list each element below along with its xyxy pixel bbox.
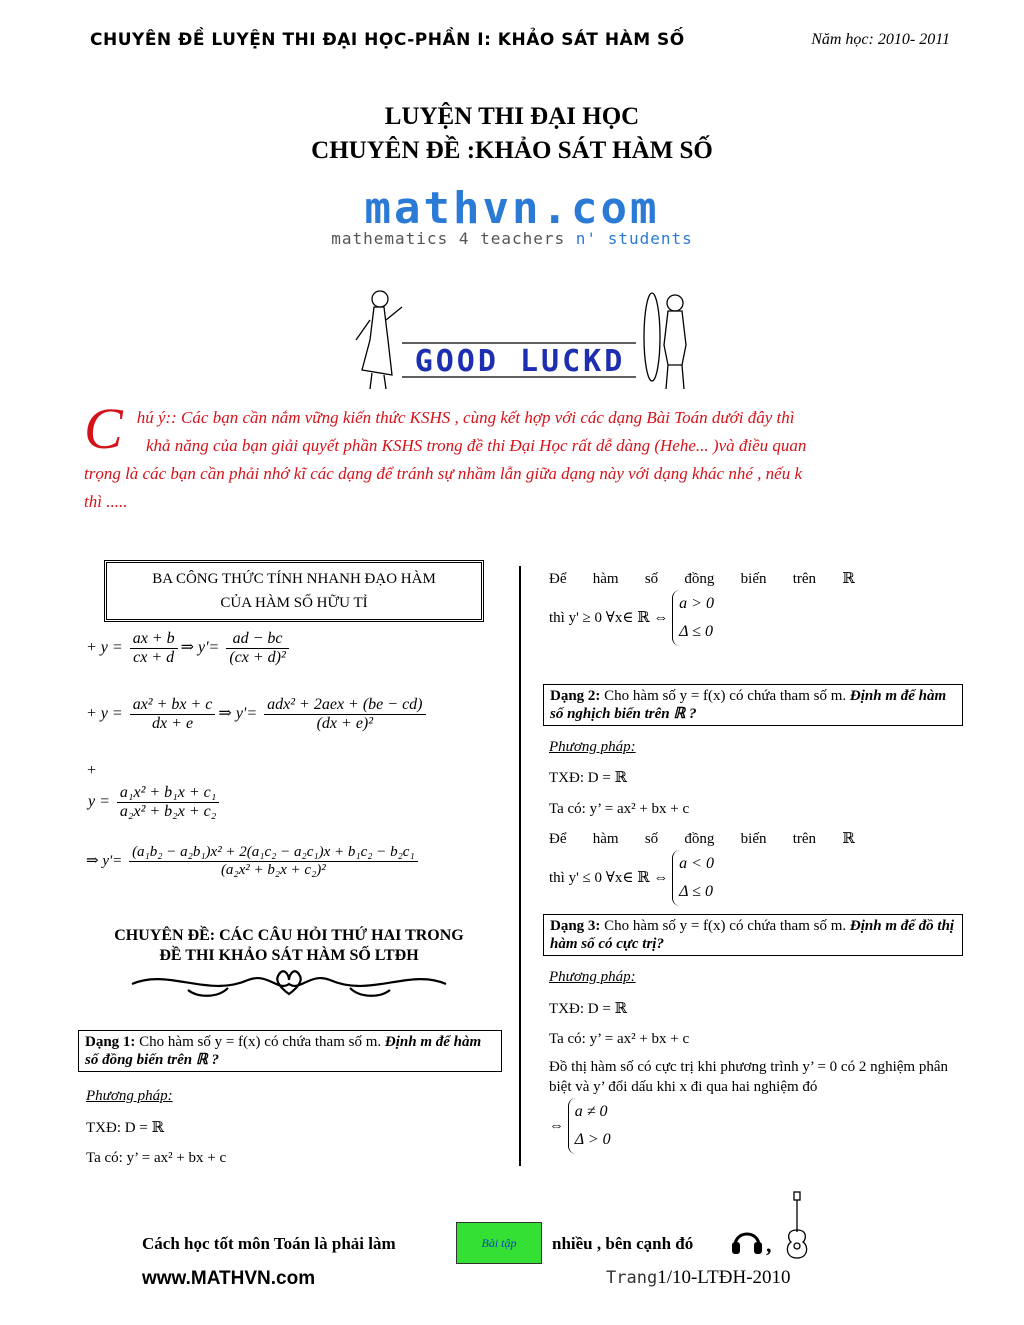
note-dropcap: C	[84, 396, 123, 461]
dang2-label: Dạng 2:	[550, 688, 601, 704]
nghichbien-statement: Để hàm số đồng biến trên ℝ	[549, 831, 855, 847]
note-paragraph	[84, 396, 964, 516]
note-line1: hú ý:: Các bạn cần nắm vững kiến thức KSHS , cùng kết hợp với các dạng Bài Toán dưới đây thì	[136, 408, 795, 427]
cond1-delta: Δ ≤ 0	[679, 623, 714, 640]
dongbien-condition	[549, 590, 714, 646]
dang2-derivative: Ta có: y’ = ax² + bx + c	[549, 801, 690, 817]
dang2-box	[543, 684, 963, 726]
formula-3: y = $\frac{\text{a₁x² + b₁x + c₁}}{\text{a₂x² + b₂x + c₂}}$	[88, 784, 222, 821]
note-line3: trọng là các bạn cần phải nhớ kĩ các dạng để tránh sự nhầm lẫn giữa dạng này với dạng khác nhé , nếu k	[84, 464, 802, 483]
footer-text-b: nhiều , bên cạnh đó	[552, 1234, 694, 1253]
section-title-line1: CHUYÊN ĐỀ: CÁC CÂU HỎI THỨ HAI TRONG	[114, 927, 464, 944]
nghichbien-condition-text: thì y' ≤ 0 ∀x∈ ℝ ⇔	[549, 870, 669, 886]
formula-box-title1: BA CÔNG THỨC TÍNH NHANH ĐẠO HÀM	[152, 571, 436, 587]
dang2-method: Phương pháp:	[549, 739, 636, 755]
formula-3-derivative: ⇒ y'= $\frac{\text{(a₁b₂ − a₂b₁)x² + 2(a₁c₂ − a₂c₁)x + b₁c₂ − b₂c₁}}{\text{(a₂x² + b₂x + c₂)²}}$	[86, 844, 421, 879]
dang3-label: Dạng 3:	[550, 918, 601, 934]
dongbien-condition-text: thì y' ≥ 0 ∀x∈ ℝ ⇔	[549, 610, 669, 626]
dang1-txd: TXĐ: D = ℝ	[86, 1120, 165, 1136]
footer-comma: ,	[766, 1232, 772, 1257]
logo-subtitle: mathematics 4 teachers n' students	[331, 229, 693, 248]
dang3-method: Phương pháp:	[549, 969, 636, 985]
formula-1: + y = $\frac{ax + b}{cx + d}$ ⇒ y'= $\frac{ad - bc}{\text{(cx + d)²}}$	[86, 630, 292, 667]
nghichbien-condition	[549, 850, 714, 906]
dang3-question: Định m để đồ thị hàm số có cực trị?	[550, 918, 955, 952]
header-year: Năm học: 2010- 2011	[811, 31, 950, 48]
footer-page-number	[606, 1267, 791, 1289]
column-divider	[519, 566, 521, 1166]
note-line4: thì .....	[84, 492, 128, 511]
dang2-txd: TXĐ: D = ℝ	[549, 770, 628, 786]
dang3-box	[543, 914, 963, 956]
formula-2: + y = $\frac{\text{ax² + bx + c}}{dx + e}$ ⇒ y'= $\frac{\text{adx² + 2aex + (be − cd)}}{\text{(dx + e)²}}$	[86, 696, 429, 733]
baitap-badge: Bài tập	[456, 1222, 542, 1264]
note-line2: khả năng của bạn giải quyết phần KSHS trong đề thi Đại Học rất dễ dàng (Hehe... )và điều quan	[146, 436, 807, 455]
ornament-divider	[128, 968, 450, 1000]
dang1-question: Định m để hàm số đồng biến trên ℝ ?	[85, 1034, 482, 1068]
section-title-line2: ĐỀ THI KHẢO SÁT HÀM SỐ LTĐH	[159, 947, 419, 964]
dang1-label: Dạng 1:	[85, 1034, 136, 1050]
formula-box-title2: CỦA HÀM SỐ HỮU TỈ	[220, 595, 368, 611]
title-line1: LUYỆN THI ĐẠI HỌC	[384, 103, 640, 130]
dang2-text: Cho hàm số y = f(x) có chứa tham số m.	[600, 688, 850, 704]
formula-3-plus: +	[86, 762, 97, 779]
formula-box	[104, 560, 484, 622]
headphones-icon	[730, 1226, 764, 1256]
cond3-a: a ≠ 0	[574, 1103, 608, 1120]
header-title: CHUYÊN ĐỀ LUYỆN THI ĐẠI HỌC-PHẦN I: KHẢO SÁT HÀM SỐ	[90, 30, 685, 50]
cond2-delta: Δ ≤ 0	[679, 883, 714, 900]
cuctri-condition	[549, 1098, 611, 1154]
dang1-text: Cho hàm số y = f(x) có chứa tham số m.	[135, 1034, 385, 1050]
mathvn-logo: mathvn.com	[364, 183, 660, 234]
section-title	[84, 926, 494, 966]
dang2-question: Định m để hàm số nghịch biến trên ℝ ?	[550, 688, 947, 722]
cond2-a: a < 0	[679, 855, 714, 872]
footer-text-a: Cách học tốt môn Toán là phải làm	[142, 1234, 396, 1253]
dang3-txd: TXĐ: D = ℝ	[549, 1001, 628, 1017]
dang3-derivative: Ta có: y’ = ax² + bx + c	[549, 1031, 690, 1047]
cuctri-statement: Đồ thị hàm số có cực trị khi phương trình y’ = 0 có 2 nghiệm phân biệt và y’ đổi dấu khi x đi qua hai nghiệm đó	[549, 1059, 948, 1095]
dongbien-statement: Để hàm số đồng biến trên ℝ	[549, 571, 855, 587]
footer-page-value: 1/10-LTĐH-2010	[657, 1267, 791, 1288]
good-luck-text: GOOD LUCKD	[414, 344, 626, 379]
cond1-a: a > 0	[679, 595, 714, 612]
title-line2: CHUYÊN ĐỀ :KHẢO SÁT HÀM SỐ	[311, 137, 713, 164]
dang1-derivative: Ta có: y’ = ax² + bx + c	[86, 1150, 227, 1166]
footer-website[interactable]: www.MATHVN.com	[142, 1268, 316, 1289]
footer-page-label: Trang	[606, 1268, 658, 1288]
cuctri-iff: ⇔	[549, 1118, 564, 1134]
dang1-box	[78, 1030, 502, 1072]
guitar-icon	[782, 1190, 812, 1260]
cond3-delta: Δ > 0	[574, 1131, 611, 1148]
dang3-text: Cho hàm số y = f(x) có chứa tham số m.	[600, 918, 850, 934]
dang1-method: Phương pháp:	[86, 1088, 173, 1104]
